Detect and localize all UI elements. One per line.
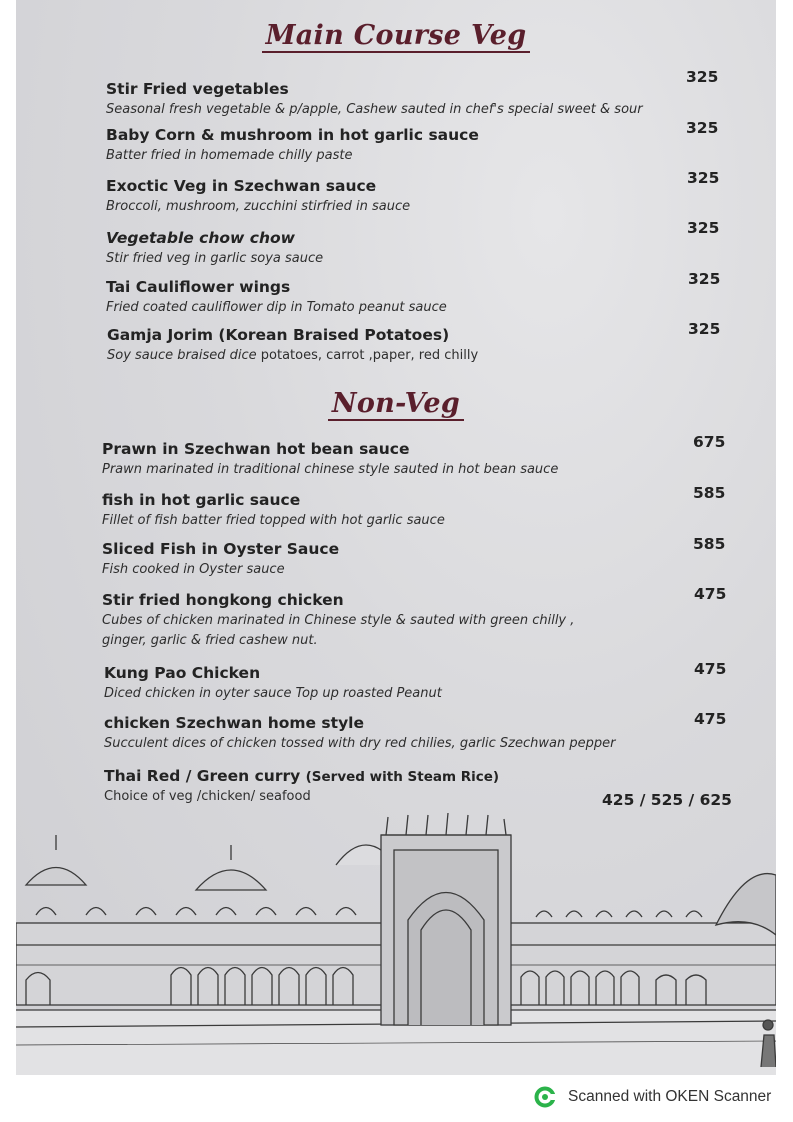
menu-item: Baby Corn & mushroom in hot garlic sauce Batter fried in homemade chilly paste [106,126,479,163]
item-price: 475 [694,585,727,603]
item-price: 475 [694,660,727,678]
menu-item: fish in hot garlic sauce Fillet of fish batter fried topped with hot garlic sauce [102,491,445,528]
item-price: 585 [693,535,726,553]
menu-item: Sliced Fish in Oyster Sauce Fish cooked in Oyster sauce [102,540,340,577]
oken-scanner-logo-icon [534,1086,560,1108]
item-price: 325 [687,169,720,187]
menu-item: Prawn in Szechwan hot bean sauce Prawn marinated in traditional chinese style sauted in hot bean sauce [102,440,559,477]
item-price: 325 [686,68,719,86]
item-price: 475 [694,710,727,728]
menu-item: Gamja Jorim (Korean Braised Potatoes) Soy sauce braised dice potatoes, carrot ,paper, red chilly [107,326,479,363]
item-price: 585 [693,484,726,502]
item-price: 675 [693,433,726,451]
menu-item: chicken Szechwan home style Succulent dices of chicken tossed with dry red chilies, garlic Szechwan pepper [104,714,616,751]
monument-sketch-illustration [16,805,776,1075]
section-title-veg: Main Course Veg [16,20,776,51]
menu-item: Exoctic Veg in Szechwan sauce Broccoli, mushroom, zucchini stirfried in sauce [106,177,411,214]
menu-item: Thai Red / Green curry (Served with Steam Rice) Choice of veg /chicken/ seafood [104,767,500,804]
item-price: 325 [688,270,721,288]
menu-item: Stir Fried vegetables Seasonal fresh vegetable & p/apple, Cashew sauted in chef's special sweet & sour [106,80,643,117]
scanner-watermark-text: Scanned with OKEN Scanner [568,1088,772,1105]
menu-item: Tai Cauliflower wings Fried coated cauliflower dip in Tomato peanut sauce [106,278,447,315]
menu-item: Vegetable chow chow Stir fried veg in garlic soya sauce [106,229,324,266]
item-price: 425 / 525 / 625 [602,791,732,809]
section-title-nonveg: Non-Veg [16,388,776,419]
menu-item: Kung Pao Chicken Diced chicken in oyter sauce Top up roasted Peanut [104,664,442,701]
menu-item: Stir fried hongkong chicken Cubes of chicken marinated in Chinese style & sauted with green chilly , ginger, garlic & fried cashew nut. [102,591,575,648]
item-price: 325 [688,320,721,338]
scanner-watermark [534,1086,771,1108]
item-price: 325 [687,219,720,237]
menu-page [16,0,776,1075]
item-price: 325 [686,119,719,137]
